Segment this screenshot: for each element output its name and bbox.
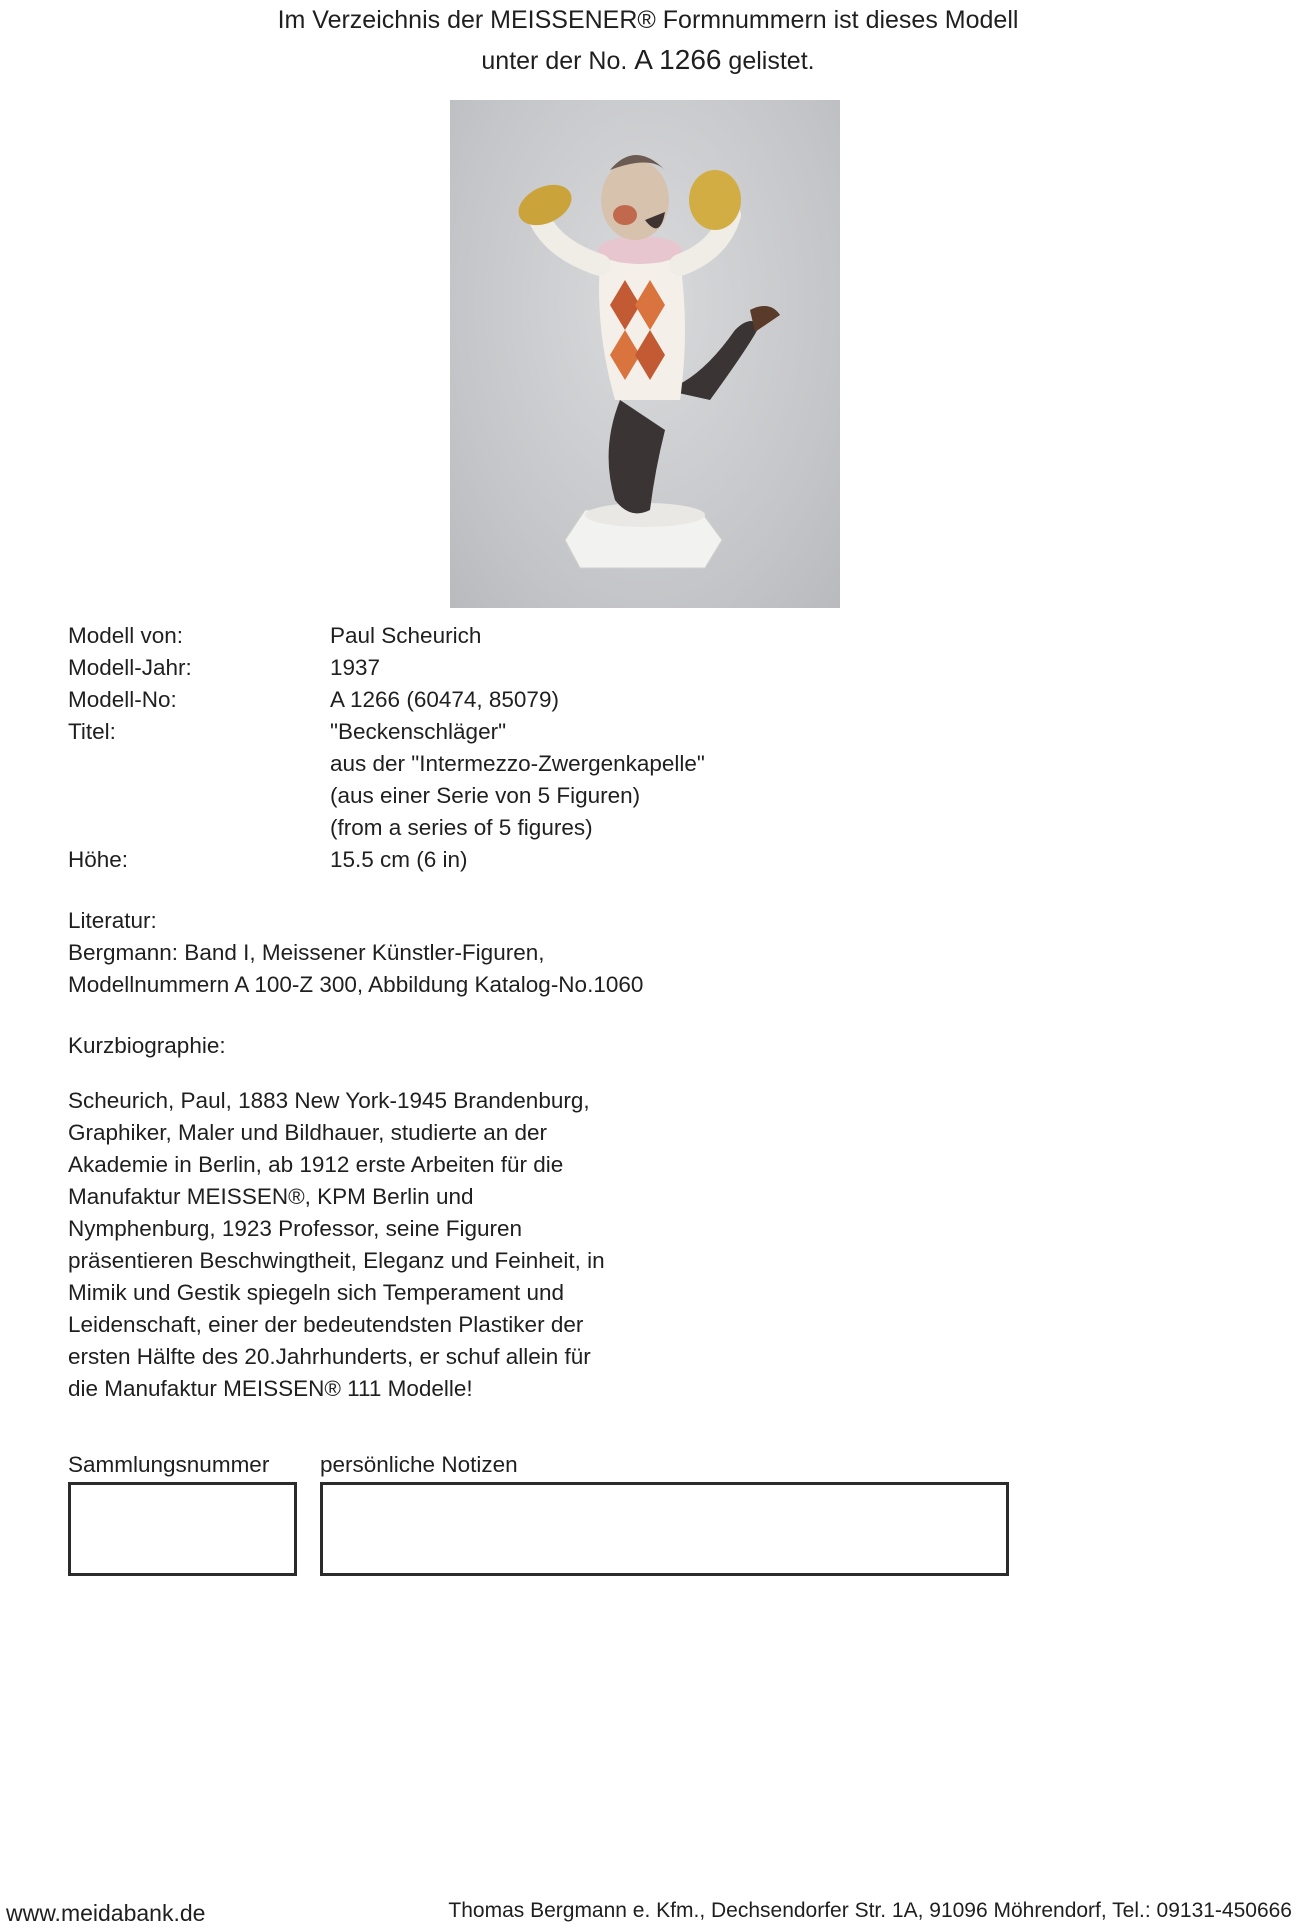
header-suffix: gelistet.	[728, 47, 815, 75]
title-line: aus der "Intermezzo-Zwergenkapelle"	[330, 751, 705, 776]
detail-label: Modell von:	[68, 623, 184, 648]
footer-contact: Thomas Bergmann e. Kfm., Dechsendorfer Str. 1A, 91096 Möhrendorf, Tel.: 09131-450666	[448, 1899, 1292, 1922]
detail-value: 15.5 cm (6 in)	[330, 847, 468, 872]
header-line-2	[0, 40, 1296, 81]
detail-value: A 1266 (60474, 85079)	[330, 687, 559, 712]
detail-row-height	[68, 844, 930, 876]
collection-number-label: Sammlungsnummer	[68, 1452, 270, 1477]
detail-value: 1937	[330, 655, 381, 680]
literature-title: Literatur:	[68, 908, 157, 933]
detail-label: Modell-No:	[68, 687, 177, 712]
detail-value: Paul Scheurich	[330, 623, 482, 648]
detail-value	[330, 716, 930, 844]
collection-number-field[interactable]	[68, 1482, 297, 1576]
biography-line: Manufaktur MEISSEN®, KPM Berlin und	[68, 1184, 474, 1209]
biography-line: Leidenschaft, einer der bedeutendsten Plastiker der	[68, 1312, 584, 1337]
detail-row-title	[68, 716, 930, 844]
personal-notes-field[interactable]	[320, 1482, 1009, 1576]
biography-line: Scheurich, Paul, 1883 New York-1945 Brandenburg,	[68, 1088, 590, 1113]
figurine-photo	[450, 100, 840, 608]
title-line: "Beckenschläger"	[330, 719, 507, 744]
detail-row-year	[68, 652, 930, 684]
biography-line: Graphiker, Maler und Bildhauer, studierte an der	[68, 1120, 548, 1145]
personal-notes-label: persönliche Notizen	[320, 1452, 518, 1477]
biography-line: ersten Hälfte des 20.Jahrhunderts, er schuf allein für	[68, 1344, 591, 1369]
biography-line: die Manufaktur MEISSEN® 111 Modelle!	[68, 1376, 473, 1401]
model-details	[68, 620, 930, 876]
title-line: (aus einer Serie von 5 Figuren)	[330, 783, 641, 808]
detail-row-artist	[68, 620, 930, 652]
biography-text	[68, 1085, 668, 1405]
model-number: A 1266	[634, 44, 722, 75]
detail-label: Modell-Jahr:	[68, 655, 192, 680]
header-prefix: unter der No.	[481, 47, 628, 75]
biography-line: Mimik und Gestik spiegeln sich Temperament und	[68, 1280, 565, 1305]
literature-line: Bergmann: Band I, Meissener Künstler-Figuren,	[68, 940, 545, 965]
figurine-illustration	[450, 100, 840, 608]
detail-row-number	[68, 684, 930, 716]
website-link[interactable]: www.meidabank.de	[6, 1900, 206, 1926]
literature-section	[68, 905, 643, 1001]
biography-line: Nymphenburg, 1923 Professor, seine Figuren	[68, 1216, 523, 1241]
biography-line: präsentieren Beschwingtheit, Eleganz und Feinheit, in	[68, 1248, 605, 1273]
biography-title: Kurzbiographie:	[68, 1033, 226, 1058]
biography-line: Akademie in Berlin, ab 1912 erste Arbeiten für die	[68, 1152, 564, 1177]
literature-line: Modellnummern A 100-Z 300, Abbildung Katalog-No.1060	[68, 972, 644, 997]
page-header	[0, 0, 1296, 81]
detail-label: Höhe:	[68, 847, 129, 872]
title-line: (from a series of 5 figures)	[330, 815, 593, 840]
detail-label: Titel:	[68, 719, 116, 744]
header-line-1: Im Verzeichnis der MEISSENER® Formnummern ist dieses Modell	[277, 6, 1019, 34]
